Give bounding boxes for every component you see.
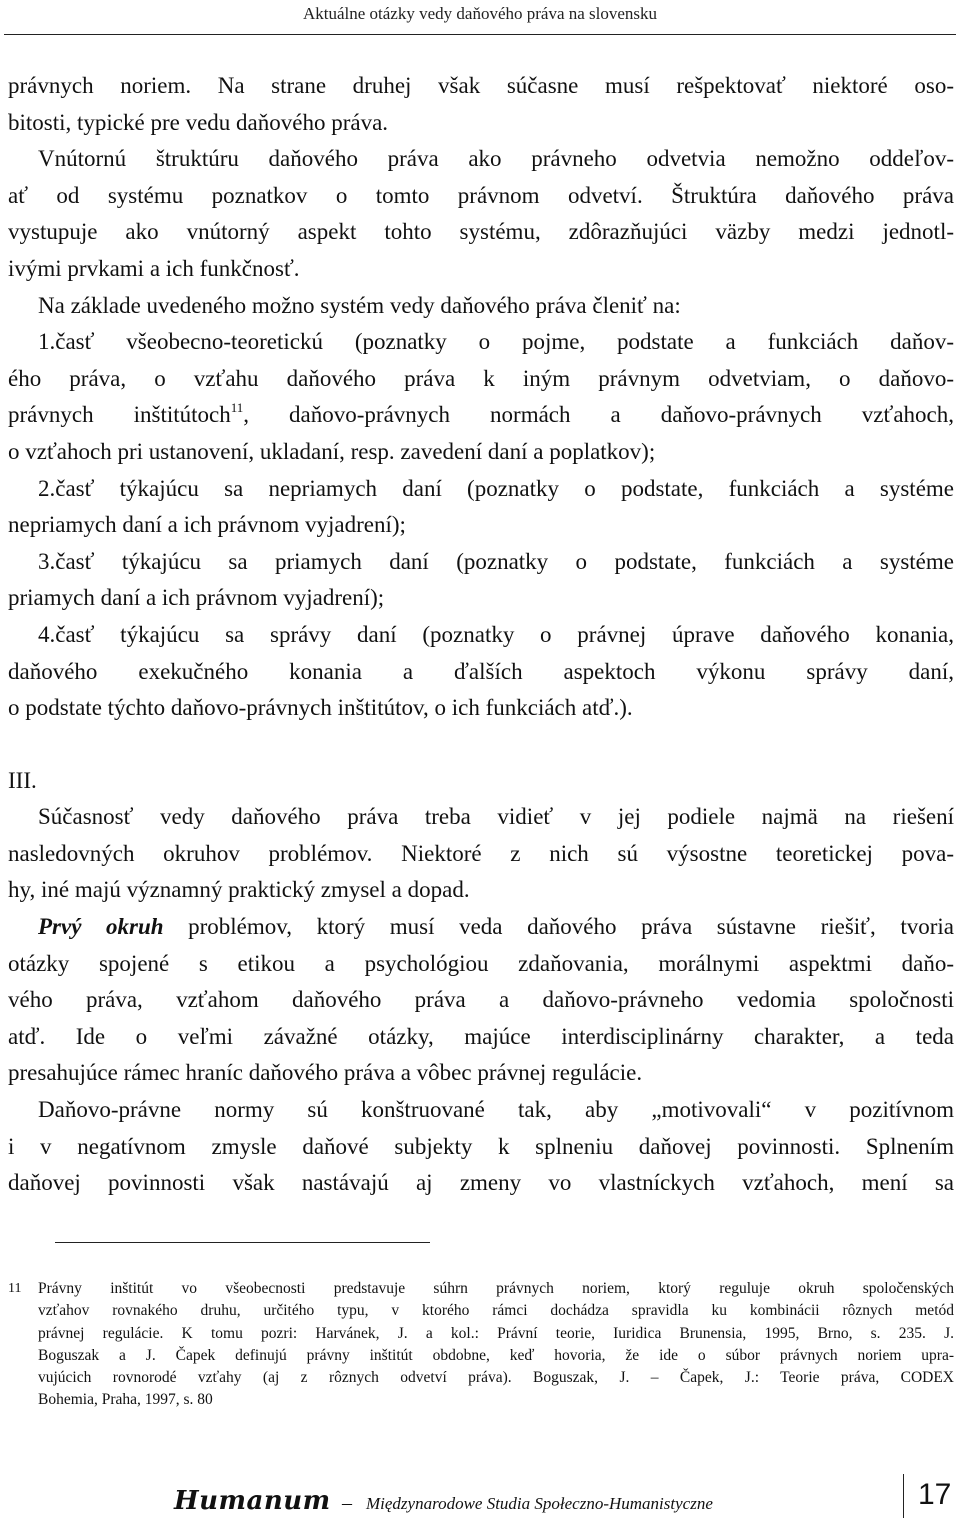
body-line: nasledovných okruhov problémov. Niektoré z nich sú výsostne teoretickej pova- [8, 840, 954, 866]
body-line [8, 909, 954, 946]
footnote-line: právnej regulácie. K tomu pozri: Harvánek, J. a kol.: Právní teorie, Iuridica Brunensia, 1995, Brno, s. 235. J. [38, 1324, 954, 1342]
footnote-reference: 11 [230, 400, 244, 416]
footnote-text [38, 1278, 954, 1412]
footnote [8, 1278, 954, 1412]
footer-dash: – [342, 1492, 352, 1514]
body-line: Na základe uvedeného možno systém vedy daňového práva členiť na: [38, 292, 681, 318]
page-footer [0, 1474, 960, 1520]
body-line: Daňovo-právne normy sú konštruované tak, aby „motivovali“ v pozitívnom [38, 1097, 954, 1123]
body-line: presahujúce rámec hraníc daňového práva a vôbec právnej regulácie. [8, 1060, 643, 1086]
body-line: Vnútornú štruktúru daňového práva ako právneho odvetvia nemožno oddeľov- [38, 146, 954, 172]
body-text [8, 68, 954, 1202]
footnote-line: vzťahov rovnakého druhu, určitého typu, v ktorého rámci dochádza spravidla ku kombinácii rôznych metód [38, 1302, 954, 1320]
body-line: vého práva, vzťahom daňového práva a daňovo-právneho vedomia spoločnosti [8, 987, 954, 1013]
footnote-line: vujúcich rovnorodé vzťahy (aj z rôznych odvetví práva). Boguszak, J. – Čapek, J.: Teorie práva, CODEX [38, 1369, 954, 1387]
body-line: otázky spojené s etikou a psychológiou zdaňovania, morálnymi aspektmi daňo- [8, 950, 954, 976]
footnote-line: Boguszak a J. Čapek definujú právny inštitút obdobne, keď hovoria, že ide o súbor právnych noriem upra- [38, 1346, 954, 1364]
section-heading: III. [8, 767, 37, 793]
body-line: priamych daní a ich právnom vyjadrení); [8, 585, 385, 611]
body-line: 4.časť týkajúcu sa správy daní (poznatky o právnej úprave daňového konania, [38, 621, 954, 647]
body-text-span: právnych inštitútoch [8, 402, 231, 428]
running-header: Aktuálne otázky vedy daňového práva na slovensku [302, 4, 658, 23]
body-line: i v negatívnom zmysle daňové subjekty k splneniu daňovej povinnosti. Splnením [8, 1133, 954, 1159]
body-text-span: , daňovo-právnych normách a daňovo-právnych vzťahoch, [243, 402, 955, 428]
body-line: atď. Ide o veľmi závažné otázky, majúce interdisciplinárny charakter, a teda [8, 1023, 954, 1049]
footnote-number: 11 [8, 1281, 22, 1296]
body-line: o podstate týchto daňovo-právnych inštitútov, o ich funkciách atď.). [8, 695, 633, 721]
footer-divider [903, 1474, 904, 1518]
footnote-line: Bohemia, Praha, 1997, s. 80 [38, 1391, 213, 1409]
body-line: Súčasnosť vedy daňového práva treba vidieť v jej podiele najmä na riešení [38, 804, 954, 830]
body-line: daňovej povinnosti však nastávajú aj zmeny vo vlastníckych vzťahoch, mení sa [8, 1170, 954, 1196]
body-text-span: problémov, ktorý musí veda daňového práva sústavne riešiť, tvoria [163, 914, 954, 940]
body-line: vystupuje ako vnútorný aspekt tohto systému, zdôrazňujúci väzby medzi jednotl- [8, 219, 954, 245]
journal-logo: Humanum [174, 1486, 331, 1516]
body-line: daňového exekučného konania a ďalších aspektoch výkonu správy daní, [8, 658, 954, 684]
body-line: ého práva, o vzťahu daňového práva k iným právnym odvetviam, o daňovo- [8, 365, 954, 391]
footnote-rule [55, 1242, 430, 1243]
body-line: hy, iné majú významný praktický zmysel a dopad. [8, 877, 470, 903]
body-line: ať od systému poznatkov o tomto právnom odvetví. Štruktúra daňového práva [8, 182, 954, 208]
body-line [8, 397, 954, 434]
body-line: 3.časť týkajúcu sa priamych daní (poznatky o podstate, funkciách a systéme [38, 548, 954, 574]
body-line: ivými prvkami a ich funkčnosť. [8, 255, 300, 281]
body-line: o vzťahoch pri ustanovení, ukladaní, resp. zavedení daní a poplatkov); [8, 438, 656, 464]
emphasis-text: Prvý okruh [38, 914, 164, 940]
body-line: nepriamych daní a ich právnom vyjadrení); [8, 512, 406, 538]
page-number: 17 [918, 1478, 952, 1511]
body-line: právnych noriem. Na strane druhej však súčasne musí rešpektovať niektoré oso- [8, 73, 954, 98]
journal-name: Międzynarodowe Studia Społeczno-Humanistyczne [366, 1494, 713, 1513]
header-rule [4, 34, 956, 35]
body-line: 2.časť týkajúcu sa nepriamych daní (poznatky o podstate, funkciách a systéme [38, 475, 954, 501]
body-line: bitosti, typické pre vedu daňového práva. [8, 109, 389, 135]
body-line: 1.časť všeobecno-teoretickú (poznatky o pojme, podstate a funkciách daňov- [38, 329, 954, 355]
footnote-line: Právny inštitút vo všeobecnosti predstavuje súhrn právnych noriem, ktorý reguluje okruh spoločenských [38, 1280, 954, 1297]
